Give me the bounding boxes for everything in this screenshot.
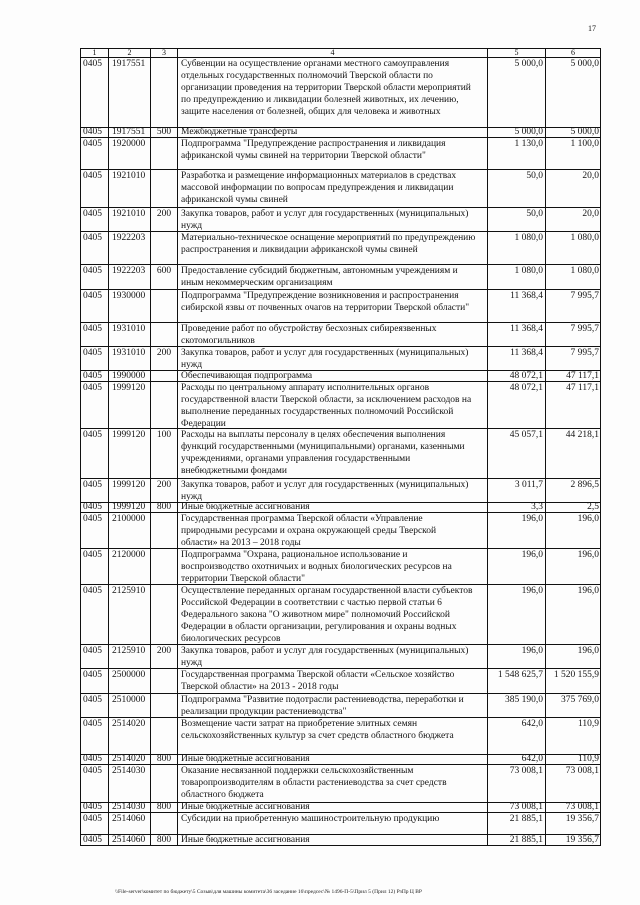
cell-expense-type: 200 xyxy=(151,645,178,668)
cell-expense-type xyxy=(151,170,178,207)
description-line: распространения и ликвидации африканской чумы свиней xyxy=(181,245,418,255)
cell-section-code: 0405 xyxy=(81,645,109,668)
table-row xyxy=(81,232,601,265)
description-line: товаропроизводителям в области растениеводства за счет средств xyxy=(181,778,447,788)
table-row xyxy=(81,694,601,718)
description-line: Осуществление переданных органам государственной власти субъектов xyxy=(181,586,473,596)
cell-amount-col6: 2,5 xyxy=(546,503,601,512)
cell-amount-col5: 196,0 xyxy=(488,513,546,548)
cell-description xyxy=(178,755,488,764)
description-line: сибирской язвы от почвенных очагов на территории Тверской области" xyxy=(181,303,470,313)
description-line: Предоставление субсидий бюджетным, автономным учреждениям и xyxy=(181,266,458,276)
cell-description xyxy=(178,669,488,693)
cell-amount-col6: 1 520 155,9 xyxy=(546,669,601,693)
table-row xyxy=(81,503,601,513)
cell-amount-col5: 48 072,1 xyxy=(488,382,546,428)
cell-expense-type: 500 xyxy=(151,128,178,137)
cell-amount-col6: 110,9 xyxy=(546,718,601,754)
cell-description xyxy=(178,503,488,512)
cell-amount-col6: 196,0 xyxy=(546,513,601,548)
cell-section-code: 0405 xyxy=(81,347,109,370)
cell-section-code: 0405 xyxy=(81,382,109,428)
cell-amount-col6: 7 995,7 xyxy=(546,323,601,346)
column-number-5: 5 xyxy=(488,49,546,57)
description-line: биологических ресурсов xyxy=(181,634,281,644)
cell-expense-type xyxy=(151,513,178,548)
cell-amount-col5: 50,0 xyxy=(488,208,546,231)
cell-section-code: 0405 xyxy=(81,232,109,264)
cell-expense-type xyxy=(151,585,178,644)
cell-amount-col5: 5 000,0 xyxy=(488,58,546,127)
table-row xyxy=(81,585,601,645)
cell-target-article: 2120000 xyxy=(109,549,151,584)
cell-section-code: 0405 xyxy=(81,170,109,207)
cell-description xyxy=(178,170,488,207)
cell-section-code: 0405 xyxy=(81,835,109,845)
cell-amount-col5: 642,0 xyxy=(488,755,546,764)
cell-description xyxy=(178,265,488,289)
description-line: функций государственными (муниципальными) органами, казенными xyxy=(181,442,465,452)
table-row xyxy=(81,170,601,208)
description-line: Подпрограмма "Охрана, рациональное использование и xyxy=(181,550,408,560)
description-line: нужд xyxy=(181,360,203,370)
cell-section-code: 0405 xyxy=(81,323,109,346)
cell-expense-type xyxy=(151,138,178,169)
description-line: иным некоммерческим организациям xyxy=(181,278,333,288)
cell-description xyxy=(178,803,488,812)
description-line: Закупка товаров, работ и услуг для государственных (муниципальных) xyxy=(181,209,469,219)
cell-description xyxy=(178,765,488,802)
cell-description xyxy=(178,290,488,322)
cell-amount-col6: 1 100,0 xyxy=(546,138,601,169)
description-line: Проведение работ по обустройству бесхозных сибиреязвенных xyxy=(181,324,437,334)
cell-amount-col5: 385 190,0 xyxy=(488,694,546,717)
cell-description xyxy=(178,128,488,137)
description-line: Разработка и размещение информационных материалов в средствах xyxy=(181,171,457,181)
cell-target-article: 2514060 xyxy=(109,813,151,834)
table-row xyxy=(81,208,601,232)
cell-target-article: 1931010 xyxy=(109,347,151,370)
description-line: реализации продукции растениеводства" xyxy=(181,707,347,717)
cell-target-article: 1930000 xyxy=(109,290,151,322)
description-line: нужд xyxy=(181,658,203,668)
description-line: Иные бюджетные ассигнования xyxy=(181,754,310,764)
cell-amount-col5: 196,0 xyxy=(488,549,546,584)
cell-section-code: 0405 xyxy=(81,208,109,231)
cell-amount-col5: 1 548 625,7 xyxy=(488,669,546,693)
table-row xyxy=(81,755,601,765)
cell-section-code: 0405 xyxy=(81,669,109,693)
cell-target-article: 1920000 xyxy=(109,138,151,169)
cell-description xyxy=(178,323,488,346)
description-line: территории Тверской области" xyxy=(181,574,305,584)
cell-target-article: 1921010 xyxy=(109,170,151,207)
description-line: защите населения от болезней, общих для человека и животных xyxy=(181,107,441,117)
table-row xyxy=(81,549,601,585)
cell-description xyxy=(178,347,488,370)
cell-description xyxy=(178,479,488,502)
cell-amount-col5: 11 368,4 xyxy=(488,290,546,322)
cell-amount-col6: 19 356,7 xyxy=(546,813,601,834)
cell-amount-col6: 20,0 xyxy=(546,170,601,207)
cell-target-article: 2125910 xyxy=(109,585,151,644)
cell-target-article: 2500000 xyxy=(109,669,151,693)
table-row xyxy=(81,669,601,694)
cell-target-article: 2100000 xyxy=(109,513,151,548)
cell-expense-type xyxy=(151,694,178,717)
cell-description xyxy=(178,694,488,717)
cell-amount-col5: 48 072,1 xyxy=(488,371,546,381)
description-line: Федерального закона "О животном мире" полномочий Российской xyxy=(181,610,450,620)
cell-expense-type: 200 xyxy=(151,347,178,370)
cell-amount-col6: 196,0 xyxy=(546,549,601,584)
cell-amount-col6: 73 008,1 xyxy=(546,765,601,802)
table-row xyxy=(81,382,601,429)
cell-target-article: 2510000 xyxy=(109,694,151,717)
cell-target-article: 1999120 xyxy=(109,382,151,428)
cell-description xyxy=(178,58,488,127)
cell-expense-type xyxy=(151,718,178,754)
description-line: государственной власти Тверской области, за исключением расходов на xyxy=(181,395,472,405)
cell-description xyxy=(178,371,488,381)
cell-description xyxy=(178,835,488,845)
page-number: 17 xyxy=(588,24,596,33)
cell-expense-type xyxy=(151,549,178,584)
cell-section-code: 0405 xyxy=(81,755,109,764)
cell-target-article: 1931010 xyxy=(109,323,151,346)
cell-amount-col5: 21 885,1 xyxy=(488,835,546,845)
table-row xyxy=(81,813,601,835)
footer-file-path: \\File-server\комитет по бюджету\5 Созыв\для машины комитета\36 заседание 16\предсес\№ 1496-П-5\Прил 5 (Прил 12) РзПр Ц ВР xyxy=(115,889,422,895)
table-row xyxy=(81,765,601,803)
column-number-6: 6 xyxy=(546,49,601,57)
description-line: Закупка товаров, работ и услуг для государственных (муниципальных) xyxy=(181,646,469,656)
description-line: организации проведения на территории Тверской области мероприятий xyxy=(181,83,471,93)
cell-expense-type: 200 xyxy=(151,479,178,502)
table-row xyxy=(81,371,601,382)
table-row xyxy=(81,803,601,813)
description-line: отдельных государственных полномочий Тверской области по xyxy=(181,71,433,81)
cell-section-code: 0405 xyxy=(81,718,109,754)
cell-amount-col6: 1 080,0 xyxy=(546,265,601,289)
description-line: Государственная программа Тверской области «Сельское хозяйство xyxy=(181,670,455,680)
cell-amount-col6: 1 080,0 xyxy=(546,232,601,264)
description-line: внебюджетными фондами xyxy=(181,466,287,476)
description-line: Возмещение части затрат на приобретение элитных семян xyxy=(181,719,418,729)
description-line: Субсидии на приобретенную машиностроительную продукцию xyxy=(181,814,440,824)
cell-description xyxy=(178,429,488,478)
cell-amount-col5: 73 008,1 xyxy=(488,765,546,802)
cell-target-article: 2514020 xyxy=(109,718,151,754)
cell-description xyxy=(178,138,488,169)
cell-expense-type: 800 xyxy=(151,803,178,812)
cell-description xyxy=(178,645,488,668)
cell-amount-col6: 73 008,1 xyxy=(546,803,601,812)
cell-amount-col5: 11 368,4 xyxy=(488,323,546,346)
cell-amount-col6: 5 000,0 xyxy=(546,128,601,137)
description-line: Межбюджетные трансферты xyxy=(181,127,298,137)
cell-target-article: 1990000 xyxy=(109,371,151,381)
cell-amount-col5: 1 130,0 xyxy=(488,138,546,169)
description-line: африканской чумы свиней xyxy=(181,195,288,205)
cell-description xyxy=(178,813,488,834)
description-line: области» на 2013 – 2018 годы xyxy=(181,538,301,548)
cell-section-code: 0405 xyxy=(81,549,109,584)
table-row xyxy=(81,58,601,128)
cell-expense-type: 600 xyxy=(151,265,178,289)
cell-target-article: 1917551 xyxy=(109,128,151,137)
cell-amount-col6: 110,9 xyxy=(546,755,601,764)
description-line: скотомогильников xyxy=(181,336,255,346)
description-line: Субвенции на осуществление органами местного самоуправления xyxy=(181,59,450,69)
cell-description xyxy=(178,208,488,231)
cell-section-code: 0405 xyxy=(81,803,109,812)
cell-section-code: 0405 xyxy=(81,813,109,834)
cell-section-code: 0405 xyxy=(81,58,109,127)
cell-amount-col6: 5 000,0 xyxy=(546,58,601,127)
cell-amount-col5: 45 057,1 xyxy=(488,429,546,478)
description-line: Российской Федерации в соответствии с частью первой статьи 6 xyxy=(181,598,442,608)
cell-description xyxy=(178,513,488,548)
cell-target-article: 2514030 xyxy=(109,803,151,812)
cell-target-article: 1999120 xyxy=(109,429,151,478)
cell-amount-col6: 7 995,7 xyxy=(546,290,601,322)
cell-expense-type xyxy=(151,58,178,127)
column-number-4: 4 xyxy=(178,49,488,57)
budget-table xyxy=(80,48,601,846)
description-line: Оказание несвязанной поддержки сельскохозяйственным xyxy=(181,766,414,776)
table-row xyxy=(81,835,601,846)
cell-expense-type xyxy=(151,371,178,381)
column-number-1: 1 xyxy=(81,49,109,57)
cell-target-article: 1922203 xyxy=(109,232,151,264)
cell-amount-col6: 47 117,1 xyxy=(546,371,601,381)
cell-amount-col5: 11 368,4 xyxy=(488,347,546,370)
description-line: воспроизводство охотничьих и водных биологических ресурсов на xyxy=(181,562,452,572)
cell-section-code: 0405 xyxy=(81,138,109,169)
description-line: Закупка товаров, работ и услуг для государственных (муниципальных) xyxy=(181,348,469,358)
cell-amount-col6: 196,0 xyxy=(546,645,601,668)
cell-target-article: 2514060 xyxy=(109,835,151,845)
table-header-row xyxy=(81,49,601,58)
cell-amount-col5: 642,0 xyxy=(488,718,546,754)
cell-section-code: 0405 xyxy=(81,765,109,802)
description-line: Федерации в области организации, регулирования и охраны водных xyxy=(181,622,457,632)
cell-target-article: 2514030 xyxy=(109,765,151,802)
description-line: нужд xyxy=(181,221,203,231)
cell-amount-col6: 2 896,5 xyxy=(546,479,601,502)
table-row xyxy=(81,323,601,347)
column-number-3: 3 xyxy=(151,49,178,57)
cell-description xyxy=(178,382,488,428)
cell-description xyxy=(178,718,488,754)
cell-amount-col6: 7 995,7 xyxy=(546,347,601,370)
cell-expense-type: 800 xyxy=(151,835,178,845)
description-line: Расходы по центральному аппарату исполнительных органов xyxy=(181,383,430,393)
cell-amount-col6: 19 356,7 xyxy=(546,835,601,845)
table-row xyxy=(81,290,601,323)
cell-expense-type xyxy=(151,813,178,834)
cell-amount-col5: 50,0 xyxy=(488,170,546,207)
description-line: областного бюджета xyxy=(181,790,264,800)
cell-amount-col6: 196,0 xyxy=(546,585,601,644)
cell-amount-col5: 1 080,0 xyxy=(488,265,546,289)
description-line: природными ресурсами и охрана окружающей среды Тверской xyxy=(181,526,437,536)
description-line: массовой информации по вопросам предупреждения и ликвидации xyxy=(181,183,454,193)
description-line: Иные бюджетные ассигнования xyxy=(181,835,310,845)
description-line: Расходы на выплаты персоналу в целях обеспечения выполнения xyxy=(181,430,446,440)
cell-section-code: 0405 xyxy=(81,585,109,644)
cell-target-article: 2514020 xyxy=(109,755,151,764)
cell-section-code: 0405 xyxy=(81,371,109,381)
cell-amount-col5: 3 011,7 xyxy=(488,479,546,502)
description-line: выполнение переданных государственных полномочий Российской xyxy=(181,407,454,417)
table-row xyxy=(81,645,601,669)
cell-section-code: 0405 xyxy=(81,265,109,289)
cell-target-article: 2125910 xyxy=(109,645,151,668)
description-line: Материально-техническое оснащение мероприятий по предупреждению xyxy=(181,233,476,243)
description-line: Обеспечивающая подпрограмма xyxy=(181,371,313,381)
cell-target-article: 1999120 xyxy=(109,503,151,512)
cell-amount-col5: 1 080,0 xyxy=(488,232,546,264)
cell-section-code: 0405 xyxy=(81,503,109,512)
description-line: Тверской области» на 2013 - 2018 годы xyxy=(181,682,339,692)
cell-section-code: 0405 xyxy=(81,128,109,137)
description-line: по предупреждению и ликвидации болезней животных, их лечению, xyxy=(181,95,459,105)
cell-expense-type: 200 xyxy=(151,208,178,231)
cell-section-code: 0405 xyxy=(81,694,109,717)
cell-amount-col6: 20,0 xyxy=(546,208,601,231)
description-line: Подпрограмма "Предупреждение возникновения и распространения xyxy=(181,291,459,301)
cell-amount-col5: 73 008,1 xyxy=(488,803,546,812)
cell-section-code: 0405 xyxy=(81,479,109,502)
table-row xyxy=(81,128,601,138)
table-row xyxy=(81,479,601,503)
description-line: Государственная программа Тверской области «Управление xyxy=(181,514,423,524)
cell-expense-type: 100 xyxy=(151,429,178,478)
cell-description xyxy=(178,549,488,584)
cell-section-code: 0405 xyxy=(81,429,109,478)
cell-target-article: 1921010 xyxy=(109,208,151,231)
cell-amount-col5: 196,0 xyxy=(488,645,546,668)
table-row xyxy=(81,265,601,290)
cell-expense-type xyxy=(151,232,178,264)
cell-expense-type: 800 xyxy=(151,755,178,764)
table-row xyxy=(81,138,601,170)
description-line: Подпрограмма "Развитие подотрасли растениеводства, переработки и xyxy=(181,695,464,705)
description-line: Иные бюджетные ассигнования xyxy=(181,502,310,512)
cell-section-code: 0405 xyxy=(81,290,109,322)
description-line: Закупка товаров, работ и услуг для государственных (муниципальных) xyxy=(181,480,469,490)
cell-target-article: 1922203 xyxy=(109,265,151,289)
description-line: сельскохозяйственных культур за счет средств областного бюджета xyxy=(181,731,454,741)
cell-description xyxy=(178,232,488,264)
cell-amount-col6: 375 769,0 xyxy=(546,694,601,717)
cell-amount-col6: 44 218,1 xyxy=(546,429,601,478)
description-line: африканской чумы свиней на территории Тверской области" xyxy=(181,151,426,161)
description-line: учреждениями, органами управления государственными xyxy=(181,454,411,464)
cell-expense-type: 800 xyxy=(151,503,178,512)
description-line: Федерации xyxy=(181,419,226,429)
cell-expense-type xyxy=(151,382,178,428)
cell-amount-col5: 5 000,0 xyxy=(488,128,546,137)
table-row xyxy=(81,429,601,479)
cell-expense-type xyxy=(151,765,178,802)
cell-amount-col5: 196,0 xyxy=(488,585,546,644)
cell-target-article: 1917551 xyxy=(109,58,151,127)
description-line: Иные бюджетные ассигнования xyxy=(181,802,310,812)
cell-expense-type xyxy=(151,290,178,322)
cell-expense-type xyxy=(151,669,178,693)
cell-amount-col5: 3,3 xyxy=(488,503,546,512)
table-row xyxy=(81,718,601,755)
table-row xyxy=(81,347,601,371)
description-line: нужд xyxy=(181,492,203,502)
table-row xyxy=(81,513,601,549)
cell-amount-col5: 21 885,1 xyxy=(488,813,546,834)
column-number-2: 2 xyxy=(109,49,151,57)
cell-expense-type xyxy=(151,323,178,346)
cell-section-code: 0405 xyxy=(81,513,109,548)
description-line: Подпрограмма "Предупреждение распространения и ликвидация xyxy=(181,139,446,149)
cell-amount-col6: 47 117,1 xyxy=(546,382,601,428)
cell-target-article: 1999120 xyxy=(109,479,151,502)
cell-description xyxy=(178,585,488,644)
